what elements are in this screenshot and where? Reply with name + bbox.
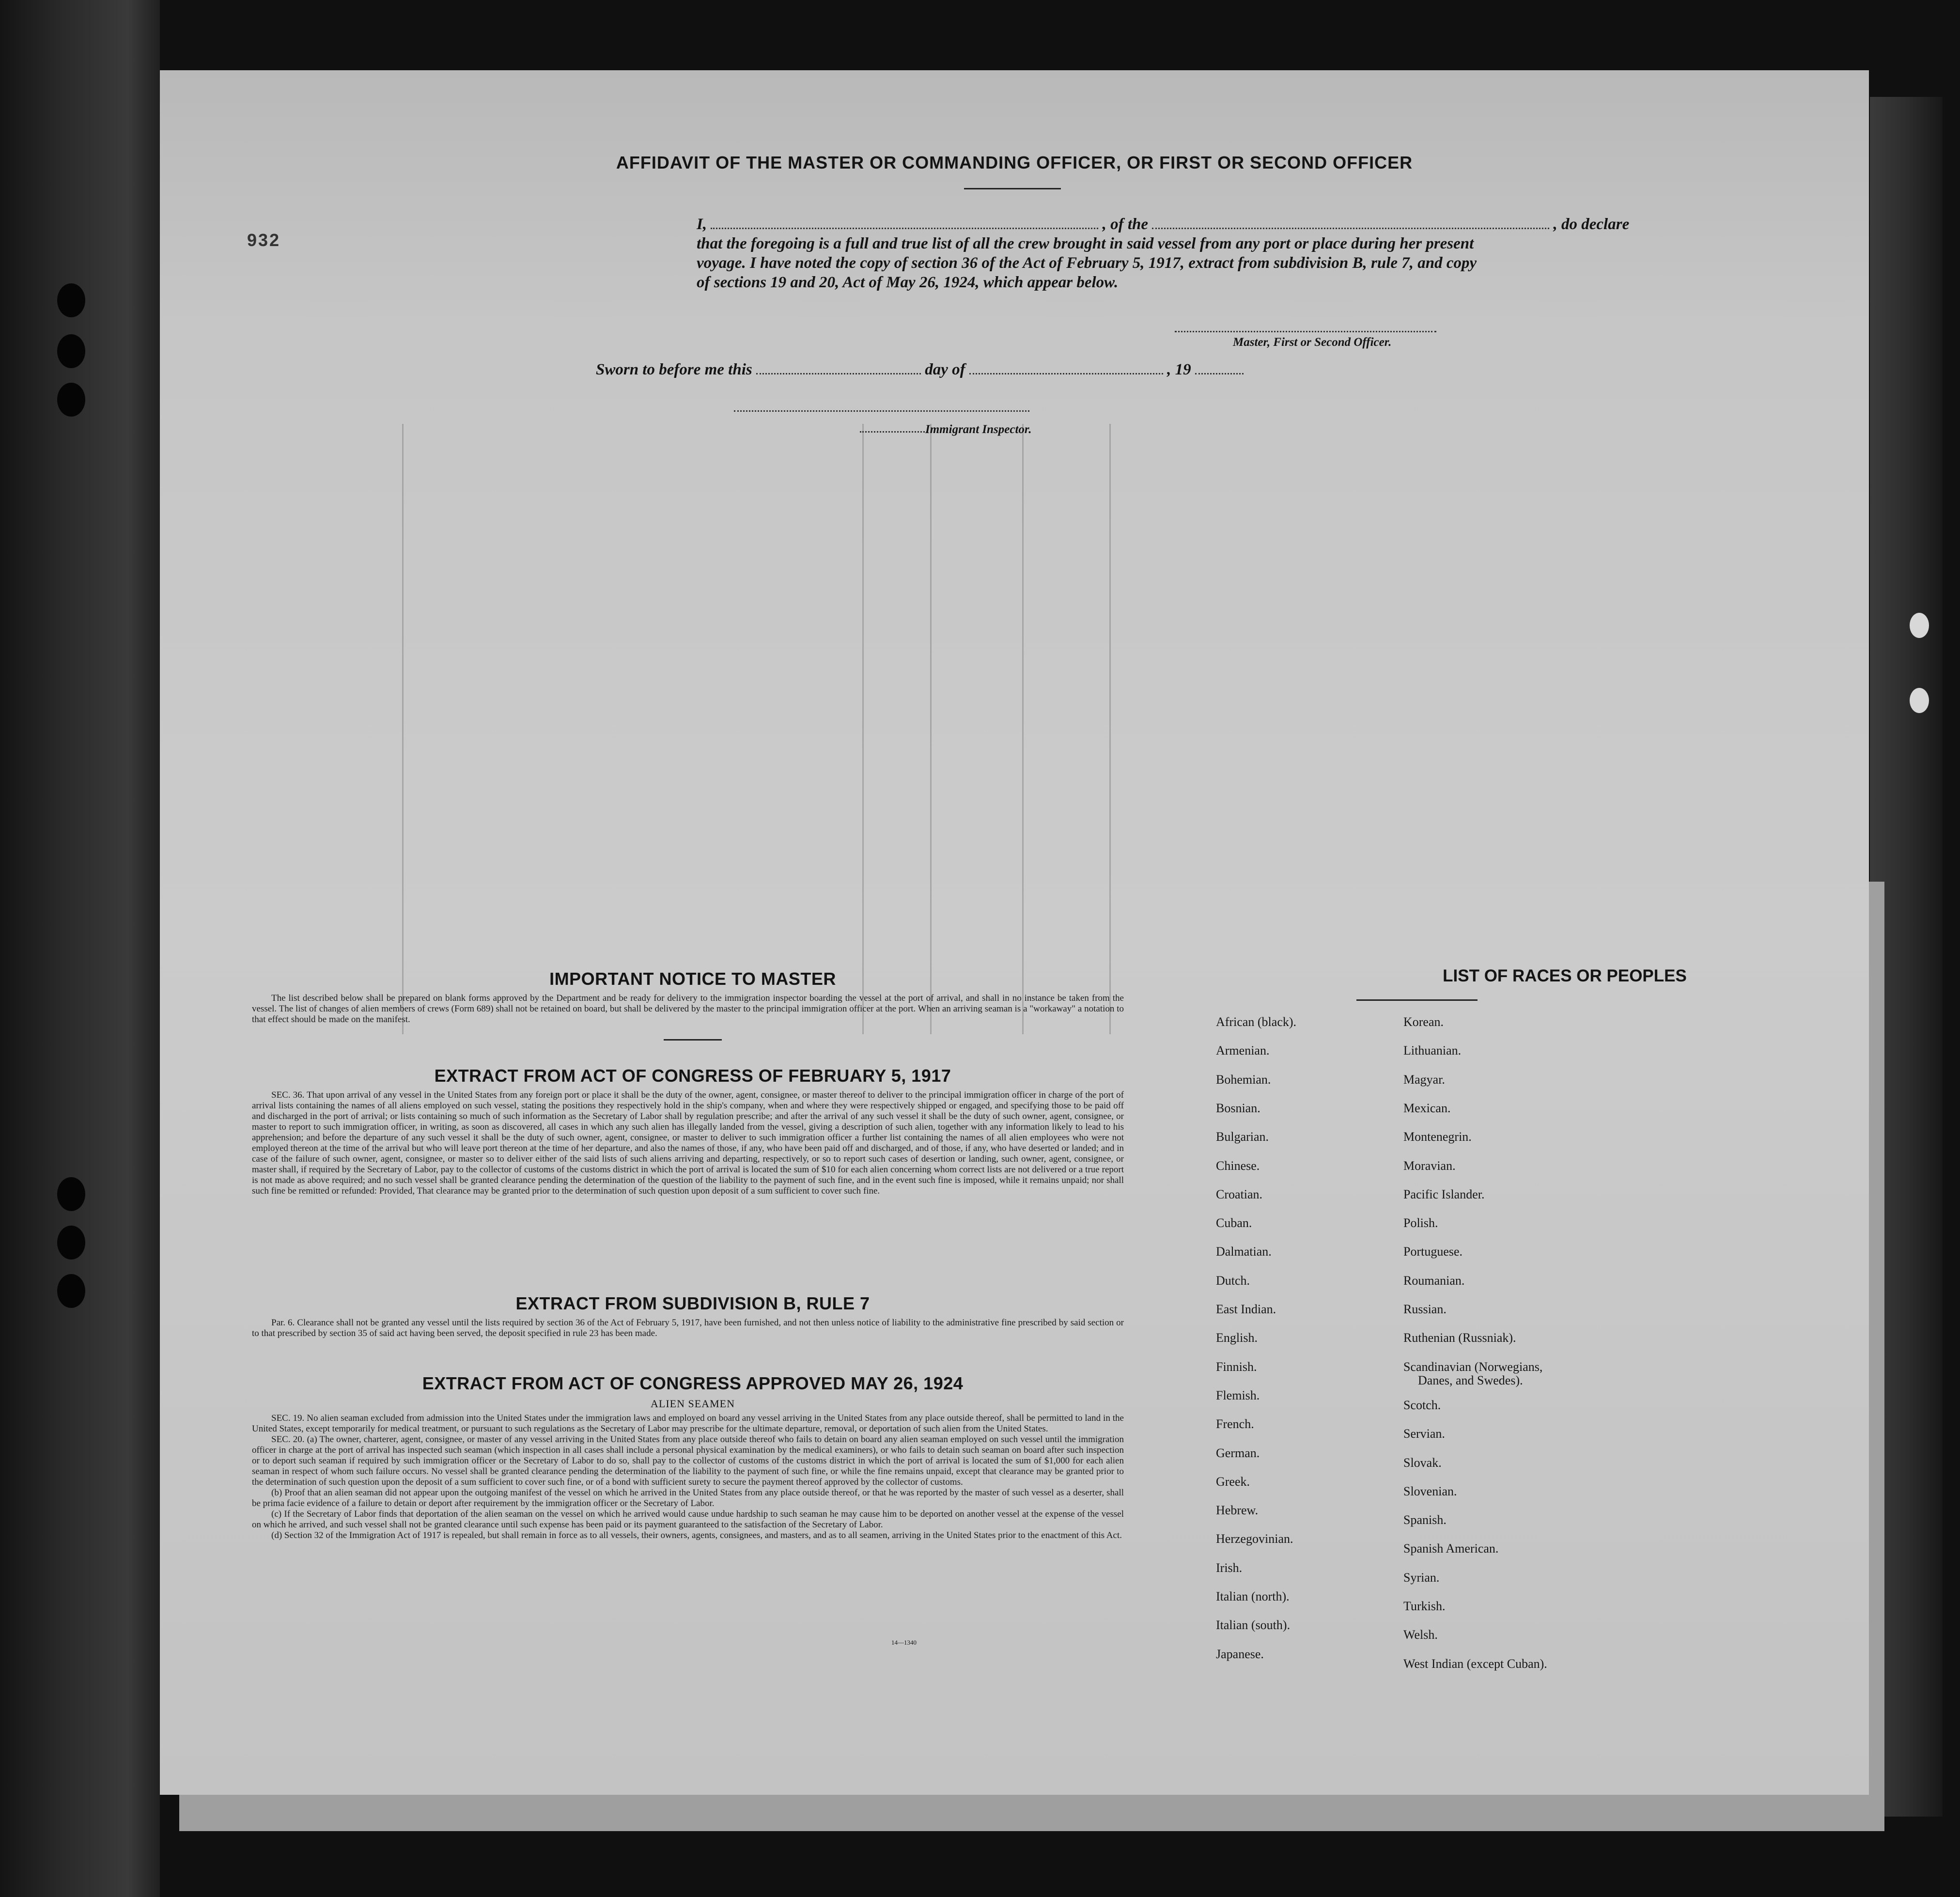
affidavit-line-3: voyage. I have noted the copy of section 36 of the Act of February 5, 1917, extract from subdivision B, rule 7, and copy — [697, 254, 1477, 272]
race-item: Chinese. — [1216, 1158, 1260, 1173]
document-page — [160, 70, 1869, 1795]
race-item: Turkish. — [1403, 1599, 1446, 1613]
bleed-through-line — [1022, 424, 1024, 1034]
bleed-through-line — [1109, 424, 1111, 1034]
race-item: Armenian. — [1216, 1043, 1270, 1058]
race-item: Hebrew. — [1216, 1503, 1259, 1518]
affidavit-i-label: I, — [697, 216, 707, 233]
inspector-signature-line-upper[interactable] — [734, 410, 1029, 412]
binding-hole — [1910, 613, 1929, 638]
race-item: Lithuanian. — [1403, 1043, 1462, 1058]
race-item: Scotch. — [1403, 1398, 1441, 1412]
binding-hole — [57, 1226, 85, 1259]
binding-hole — [1910, 688, 1929, 713]
race-item: Finnish. — [1216, 1359, 1257, 1374]
race-item: African (black). — [1216, 1015, 1297, 1029]
extract-1917-title: EXTRACT FROM ACT OF CONGRESS OF FEBRUARY 5, 1917 — [434, 1066, 951, 1086]
race-item: English. — [1216, 1331, 1258, 1345]
section-20d-text: (d) Section 32 of the Immigration Act of 1917 is repealed, but shall remain in force as to all vessels, their owners, agents, consignees, and masters, and as to all seamen, arriving in the United States prior to the enactment of this Act. — [271, 1530, 1122, 1540]
race-item: Magyar. — [1403, 1072, 1445, 1087]
vessel-blank[interactable] — [1152, 216, 1549, 229]
affidavit-title: AFFIDAVIT OF THE MASTER OR COMMANDING OFFICER, OR FIRST OR SECOND OFFICER — [616, 153, 1413, 172]
race-item: Dutch. — [1216, 1273, 1250, 1288]
race-item: Greek. — [1216, 1474, 1250, 1489]
race-item: Cuban. — [1216, 1216, 1252, 1230]
race-item: Spanish. — [1403, 1513, 1447, 1527]
race-item: Italian (north). — [1216, 1589, 1290, 1603]
races-divider — [1356, 999, 1478, 1001]
race-item: Montenegrin. — [1403, 1130, 1472, 1144]
race-item: Ruthenian (Russniak). — [1403, 1331, 1516, 1345]
master-signature-caption: Master, First or Second Officer. — [1233, 336, 1392, 349]
bleed-through-line — [862, 424, 864, 1034]
section-divider — [664, 1039, 722, 1041]
sworn-label: Sworn to before me this — [596, 361, 752, 378]
race-item: Russian. — [1403, 1302, 1447, 1316]
race-item: Pacific Islander. — [1403, 1187, 1485, 1201]
section-20c-text: (c) If the Secretary of Labor finds that deportation of the alien seaman on the vessel on which he arrived would cause undue hardship to such seaman he may cause him to be deported on another vessel at the expense of the vessel on which he arrived, and such vessel shall not be granted clearance until such expense has been paid or its payment guaranteed to the satisfaction of the Secretary of Labor. — [252, 1509, 1124, 1530]
inspector-signature-line-lower[interactable] — [860, 431, 928, 433]
race-item: Spanish American. — [1403, 1541, 1499, 1556]
race-item: Croatian. — [1216, 1187, 1263, 1201]
race-item: Moravian. — [1403, 1158, 1456, 1173]
race-item: Servian. — [1403, 1427, 1445, 1441]
alien-seamen-subtitle: ALIEN SEAMEN — [651, 1398, 735, 1410]
extract-1924-title: EXTRACT FROM ACT OF CONGRESS APPROVED MAY 26, 1924 — [422, 1373, 964, 1393]
binding-strip-left — [0, 0, 160, 1897]
race-item: West Indian (except Cuban). — [1403, 1656, 1547, 1671]
race-item: Dalmatian. — [1216, 1244, 1272, 1259]
extract-1924-body — [252, 1413, 1124, 1541]
extract-1917-body — [252, 1090, 1124, 1197]
binding-hole — [57, 1177, 85, 1211]
affidavit-line-4: of sections 19 and 20, Act of May 26, 1924, which appear below. — [697, 274, 1119, 291]
race-item: Polish. — [1403, 1216, 1438, 1230]
section-20b-text: (b) Proof that an alien seaman did not appear upon the outgoing manifest of the vessel on which he arrived in the United States from any place outside thereof, or that he was reported by the master of such vessel as a deserter, shall be prima facie evidence of a failure to detain or deport after requirement by the immigration officer or the Secretary of Labor. — [252, 1488, 1124, 1508]
notice-title: IMPORTANT NOTICE TO MASTER — [549, 969, 836, 989]
binding-hole — [57, 383, 85, 417]
binding-hole — [57, 1274, 85, 1308]
race-item: Mexican. — [1403, 1101, 1451, 1115]
affidavit-of-the-label: , of the — [1102, 216, 1149, 233]
bleed-through-line — [930, 424, 932, 1034]
race-item: Portuguese. — [1403, 1244, 1463, 1259]
race-item: Bulgarian. — [1216, 1130, 1269, 1144]
rule-7-title: EXTRACT FROM SUBDIVISION B, RULE 7 — [515, 1293, 870, 1313]
race-item: Scandinavian (Norwegians, — [1403, 1359, 1543, 1374]
race-item: Bosnian. — [1216, 1101, 1260, 1115]
title-underline — [964, 188, 1061, 189]
race-item: Flemish. — [1216, 1388, 1260, 1402]
notice-body — [252, 993, 1124, 1025]
race-item: Slovenian. — [1403, 1484, 1457, 1498]
race-item: Korean. — [1403, 1015, 1444, 1029]
race-item: German. — [1216, 1446, 1260, 1460]
sworn-line — [596, 361, 1244, 379]
races-title: LIST OF RACES OR PEOPLES — [1443, 966, 1687, 985]
year-label: , 19 — [1167, 361, 1191, 378]
affidavit-declare-label: , do declare — [1553, 216, 1630, 233]
form-number: 14—1340 — [891, 1639, 917, 1646]
section-20a-text: SEC. 20. (a) The owner, charterer, agent, consignee, or master of any vessel arriving in the United States from any place outside thereof who fails to detain on board any alien seaman employed on such vessel until the immigration officer in charge at the port of arrival has inspected such seaman (which inspection in all cases shall include a personal physical examination by the medical examiners), or who fails to detain such seaman on board after such inspection or to deport such seaman if required by such immigration officer or the Secretary of Labor to do so, shall pay to the collector of customs of the customs district in which the port of arrival is located the sum of $1,000 for each alien seaman in respect of whom such failure occurs. No vessel shall be granted clearance pending the determination of the liability to the payment of such fine, or while the fine remains unpaid, except that clearance may be granted prior to the determination of such question upon the deposit of a sum sufficient to cover such fine, or of a bond with sufficient surety to secure the payment thereof approved by the collector of customs. — [252, 1434, 1124, 1487]
race-item: Slovak. — [1403, 1455, 1442, 1470]
bleed-through-line — [402, 424, 404, 1034]
master-signature-line[interactable] — [1175, 331, 1436, 332]
race-item: Danes, and Swedes). — [1418, 1373, 1523, 1387]
affidavit-declaration-line — [697, 216, 1629, 233]
binding-hole — [57, 334, 85, 368]
day-of-label: day of — [925, 361, 965, 378]
affidavit-line-2: that the foregoing is a full and true list of all the crew brought in said vessel from any port or place during her present — [697, 235, 1474, 252]
notice-text: The list described below shall be prepared on blank forms approved by the Department and be ready for delivery to the immigration inspector boarding the vessel at the port of arrival, and shall in no instance be taken from the vessel. The list of changes of alien members of crews (Form 689) shall not be retained on board, but shall be delivered by the master to the principal immigration officer at the port. When an arriving seaman is a "workaway" a notation to that effect should be made on the manifest. — [252, 993, 1124, 1025]
paragraph-6-text: Par. 6. Clearance shall not be granted any vessel until the lists required by section 36 of the Act of February 5, 1917, have been furnished, and not then unless notice of liability to the administrative fine prescribed by said section or to that prescribed by section 35 of said act having been served, the deposit specified in rule 23 has been made. — [252, 1318, 1124, 1338]
race-item: East Indian. — [1216, 1302, 1276, 1316]
sworn-day-blank[interactable] — [756, 361, 921, 374]
name-blank[interactable] — [711, 216, 1098, 229]
race-item: Herzegovinian. — [1216, 1532, 1293, 1546]
sworn-year-blank[interactable] — [1195, 361, 1244, 374]
race-item: Syrian. — [1403, 1570, 1440, 1585]
section-19-text: SEC. 19. No alien seaman excluded from admission into the United States under the immigration laws and employed on board any vessel arriving in the United States from any place outside thereof, shall be permitted to land in the United States, except temporarily for medical treatment, or pursuant to such regulations as the Secretary of Labor may prescribe for the ultimate departure, removal, or deportation of such alien from the United States. — [252, 1413, 1124, 1434]
margin-mark: 932 — [247, 230, 281, 250]
sworn-month-blank[interactable] — [969, 361, 1163, 374]
race-item: French. — [1216, 1417, 1254, 1431]
race-item: Irish. — [1216, 1560, 1243, 1575]
section-36-text: SEC. 36. That upon arrival of any vessel in the United States from any foreign port or place it shall be the duty of the owner, agent, consignee, or master thereof to deliver to the principal immigration officer in charge of the port of arrival lists containing the names of all aliens employed on such vessel, stating the positions they respectively hold in the ship's company, when and where they were respectively shipped or engaged, and specifying those to be paid off and discharged in the port of arrival; or lists containing so much of such information as the Secretary of Labor shall by regulation prescribe; and after the arrival of any such vessel it shall be the duty of such owner, agent, consignee, or master to report to such immigration officer, in writing, as soon as discovered, all cases in which any such alien has illegally landed from the vessel, giving a description of such alien, together with any information likely to lead to his apprehension; and before the departure of any such vessel it shall be the duty of such owner, agent, consignee, or master to deliver to such immigration officer a further list containing the names of all alien employees who were not employed thereon at the time of the arrival but who will leave port thereon at the time of her departure, and also the names of those, if any, who have been paid off and discharged, and of those, if any, who have deserted or landed; and in case of the failure of such owner, agent, consignee, or master so to deliver either of the said lists of such aliens arriving and departing, respectively, or so to report such cases of desertion or landing, such owner, agent, consignee, or master shall, if required by the Secretary of Labor, pay to the collector of customs of the customs district in which the port of arrival is located the sum of $10 for each alien concerning whom correct lists are not delivered or a true report is not made as above required; and no such vessel shall be granted clearance pending the determination of the question of the liability to the payment of such fine, and in the event such fine is imposed, while it remains unpaid; nor shall such fine be remitted or refunded: Provided, That clearance may be granted prior to the determination of such question upon deposit of a sum sufficient to cover such fine. — [252, 1090, 1124, 1196]
race-item: Bohemian. — [1216, 1072, 1271, 1087]
race-item: Japanese. — [1216, 1647, 1264, 1661]
race-item: Welsh. — [1403, 1628, 1438, 1642]
race-item: Italian (south). — [1216, 1618, 1291, 1633]
inspector-caption: Immigrant Inspector. — [925, 423, 1032, 436]
race-item: Roumanian. — [1403, 1273, 1465, 1288]
rule-7-body — [252, 1318, 1124, 1339]
binding-hole — [57, 283, 85, 317]
